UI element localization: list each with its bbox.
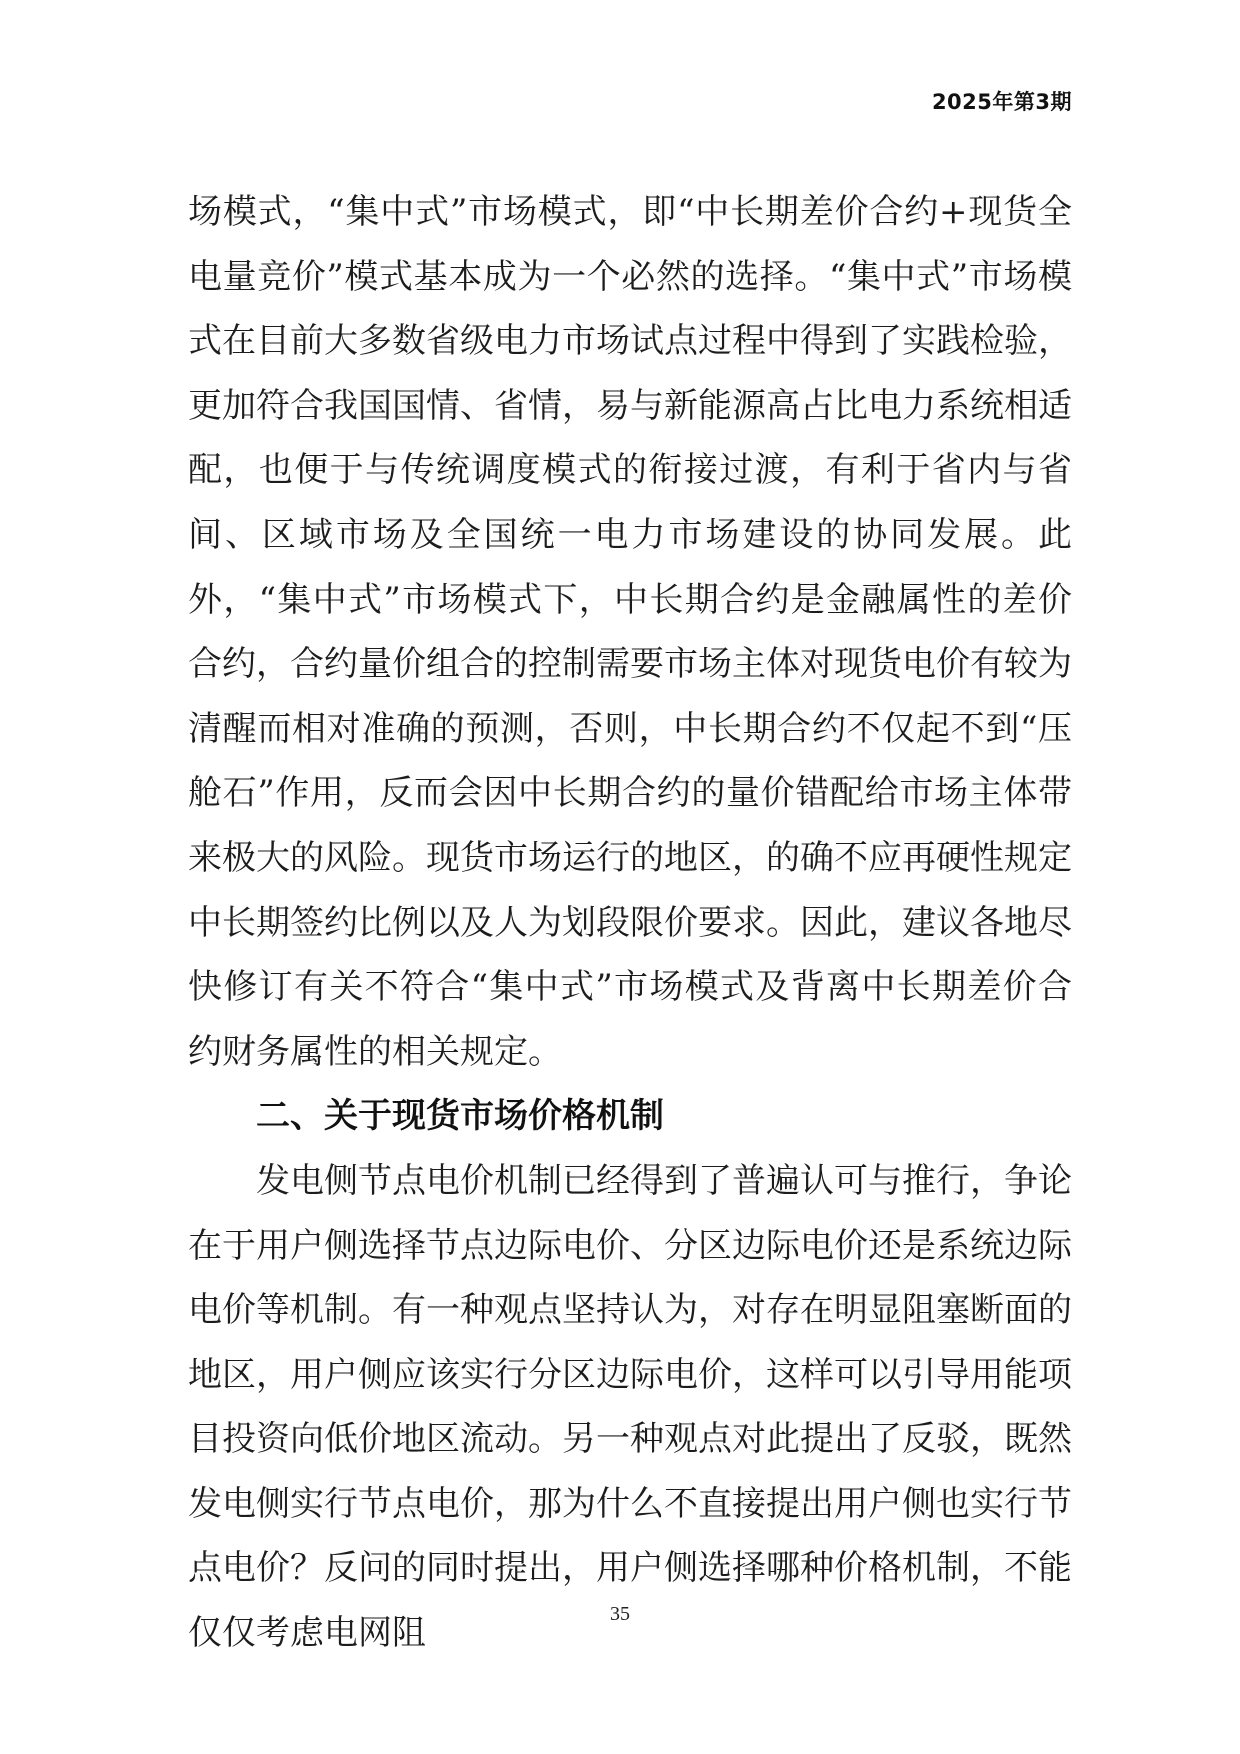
issue-header: 2025年第3期 [931, 90, 1072, 114]
paragraph-nodal-pricing: 发电侧节点电价机制已经得到了普遍认可与推行，争论在于用户侧选择节点边际电价、分区边际电价还是系统边际电价等机制。有一种观点坚持认为，对存在明显阻塞断面的地区，用户侧应该实行分区边际电价，这样可以引导用能项目投资向低价地区流动。另一种观点对此提出了反驳，既然发电侧实行节点电价，那为什么不直接提出用户侧也实行节点电价？反问的同时提出，用户侧选择哪种价格机制，不能仅仅考虑电网阻 [188, 1160, 1072, 1654]
page-number: 35 [610, 1603, 630, 1625]
paragraph-market-model: 场模式，“集中式”市场模式，即“中长期差价合约+现货全电量竞价”模式基本成为一个必然的选择。“集中式”市场模式在目前大多数省级电力市场试点过程中得到了实践检验，更加符合我国国情、省情，易与新能源高占比电力系统相适配，也便于与传统调度模式的衔接过渡，有利于省内与省间、区域市场及全国统一电力市场建设的协同发展。此外，“集中式”市场模式下，中长期合约是金融属性的差价合约，合约量价组合的控制需要市场主体对现货电价有较为清醒而相对准确的预测，否则，中长期合约不仅起不到“压舱石”作用，反而会因中长期合约的量价错配给市场主体带来极大的风险。现货市场运行的地区，的确不应再硬性规定中长期签约比例以及人为划段限价要求。因此，建议各地尽快修订有关不符合“集中式”市场模式及背离中长期差价合约财务属性的相关规定。 [188, 192, 1072, 1072]
article-body [188, 180, 1072, 1666]
section-heading-spot-price-mechanism: 二、关于现货市场价格机制 [256, 1096, 664, 1137]
